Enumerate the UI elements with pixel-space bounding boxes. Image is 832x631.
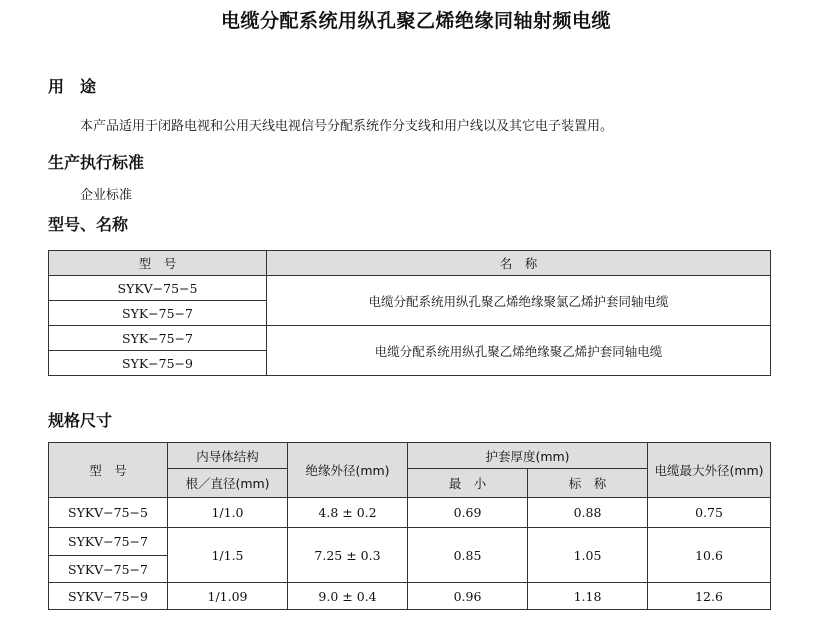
- specs-table: [48, 442, 771, 610]
- spec-col-conductor-sub: 根／直径(mm): [168, 469, 288, 498]
- model-cell: SYK−75−9: [49, 351, 267, 376]
- table-row: [49, 528, 771, 556]
- spec-col-model: 型 号: [49, 443, 168, 498]
- spec-conductor-cell: 1/1.09: [168, 583, 288, 610]
- document-title: 电缆分配系统用纵孔聚乙烯绝缘同轴射频电缆: [220, 10, 611, 32]
- table-row: [49, 583, 771, 610]
- models-heading: 型号、名称: [48, 215, 129, 234]
- spec-col-insulation: 绝缘外径(mm): [288, 443, 408, 498]
- table-row: [49, 498, 771, 528]
- usage-heading: 用 途: [48, 77, 97, 96]
- spec-nominal-cell: 1.05: [528, 528, 648, 583]
- spec-max-od-cell: 12.6: [648, 583, 771, 610]
- spec-insulation-cell: 7.25 ± 0.3: [288, 528, 408, 583]
- spec-conductor-cell: 1/1.0: [168, 498, 288, 528]
- table-row: [49, 276, 771, 301]
- spec-model-cell: SYKV−75−5: [49, 498, 168, 528]
- specs-heading: 规格尺寸: [48, 411, 113, 430]
- spec-insulation-cell: 9.0 ± 0.4: [288, 583, 408, 610]
- model-cell: SYK−75−7: [49, 301, 267, 326]
- spec-min-cell: 0.96: [408, 583, 528, 610]
- spec-conductor-cell: 1/1.5: [168, 528, 288, 583]
- models-col-name: 名 称: [267, 251, 771, 276]
- spec-model-cell: SYKV−75−7: [49, 528, 168, 556]
- usage-text: 本产品适用于闭路电视和公用天线电视信号分配系统作分支线和用户线以及其它电子装置用。: [80, 119, 614, 134]
- model-cell: SYK−75−7: [49, 326, 267, 351]
- spec-col-conductor: 内导体结构: [168, 443, 288, 469]
- spec-col-sheath-nominal: 标 称: [528, 469, 648, 498]
- spec-min-cell: 0.69: [408, 498, 528, 528]
- spec-model-cell: SYKV−75−9: [49, 583, 168, 610]
- spec-nominal-cell: 0.88: [528, 498, 648, 528]
- spec-nominal-cell: 1.18: [528, 583, 648, 610]
- name-cell: 电缆分配系统用纵孔聚乙烯绝缘聚氯乙烯护套同轴电缆: [267, 276, 771, 326]
- spec-max-od-cell: 0.75: [648, 498, 771, 528]
- spec-insulation-cell: 4.8 ± 0.2: [288, 498, 408, 528]
- models-table: [48, 250, 771, 376]
- spec-col-max-od: 电缆最大外径(mm): [648, 443, 771, 498]
- spec-min-cell: 0.85: [408, 528, 528, 583]
- standard-text: 企业标准: [80, 188, 133, 203]
- models-col-model: 型 号: [49, 251, 267, 276]
- spec-col-sheath-min: 最 小: [408, 469, 528, 498]
- spec-max-od-cell: 10.6: [648, 528, 771, 583]
- table-row: [49, 326, 771, 351]
- spec-col-sheath: 护套厚度(mm): [408, 443, 648, 469]
- model-cell: SYKV−75−5: [49, 276, 267, 301]
- name-cell: 电缆分配系统用纵孔聚乙烯绝缘聚乙烯护套同轴电缆: [267, 326, 771, 376]
- spec-model-cell: SYKV−75−7: [49, 556, 168, 583]
- standard-heading: 生产执行标准: [48, 153, 145, 172]
